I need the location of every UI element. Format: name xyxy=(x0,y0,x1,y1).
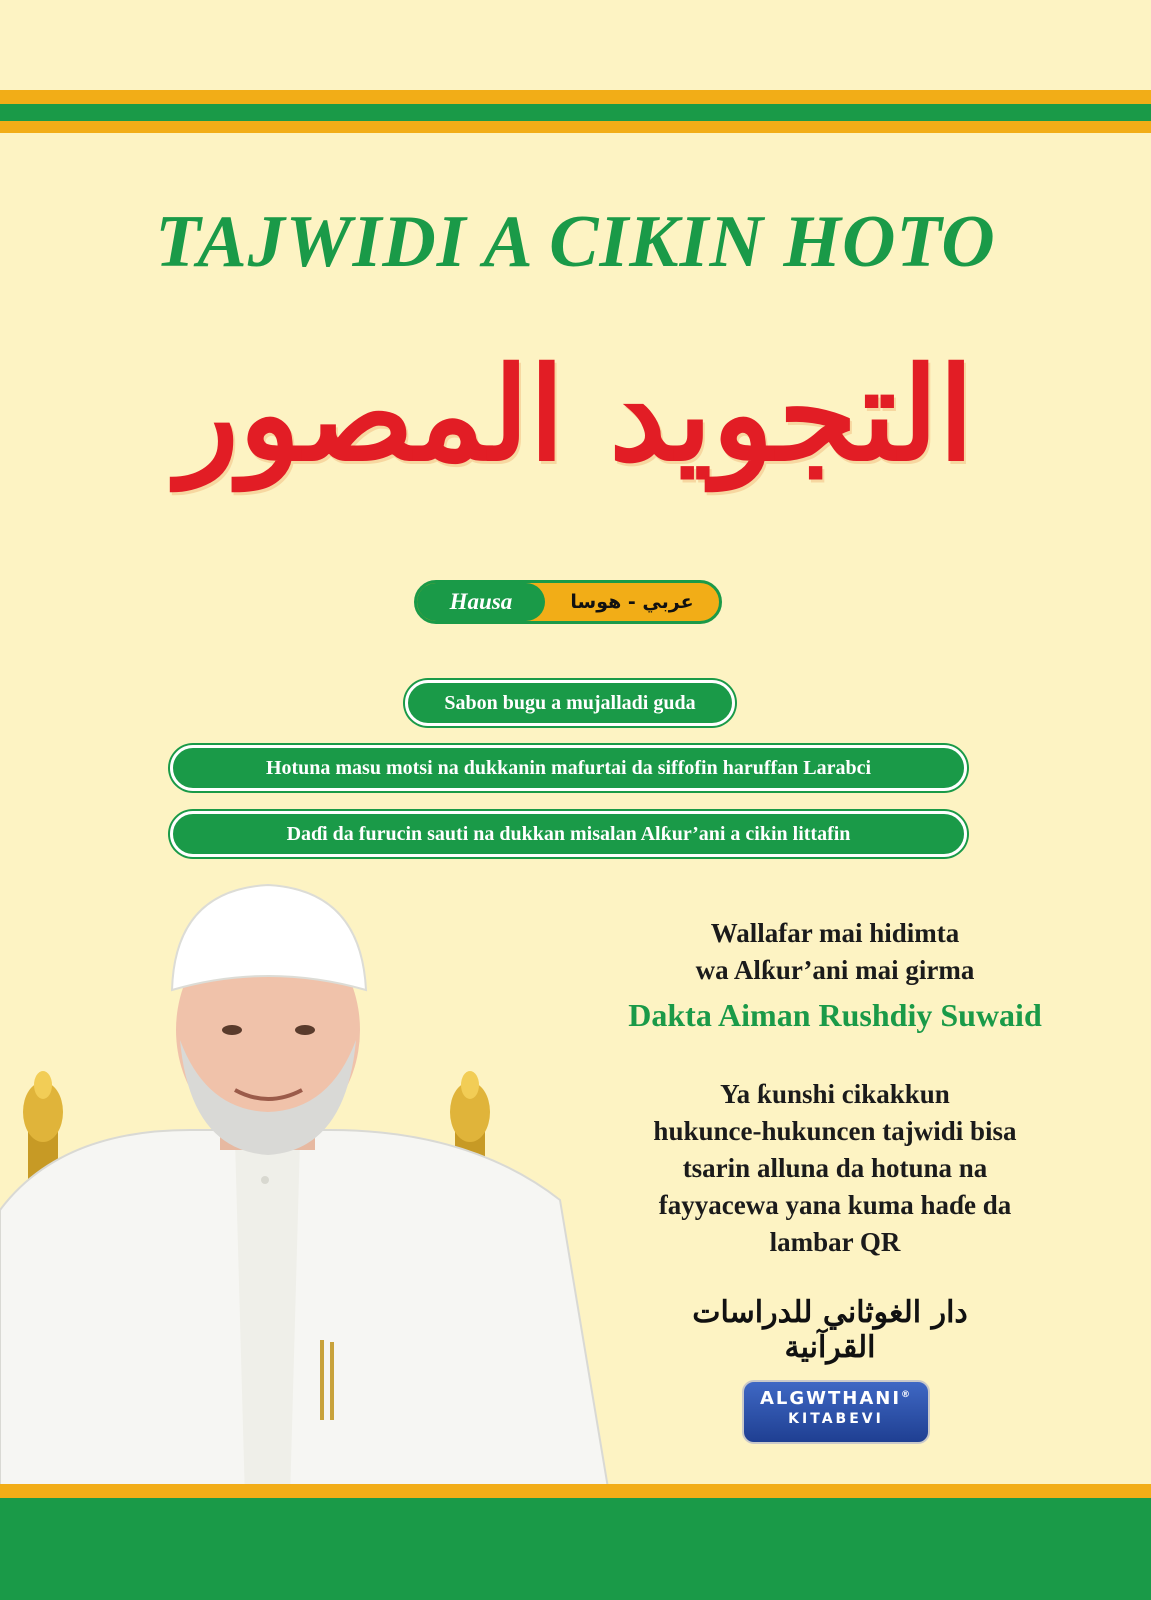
publisher-arabic-name: دار الغوثاني للدراسات القرآنية xyxy=(692,1295,968,1365)
description-line-2: hukunce-hukuncen tajwidi bisa xyxy=(653,1116,1017,1146)
language-arabic: عربي - هوسا xyxy=(570,591,694,613)
author-portrait xyxy=(0,880,640,1500)
top-stripe-green xyxy=(0,104,1151,121)
book-description xyxy=(580,1076,1090,1261)
book-title: TAJWIDI A CIKIN HOTO xyxy=(155,201,996,283)
author-name: Dakta Aiman Rushdiy Suwaid xyxy=(628,997,1042,1033)
publisher-logo xyxy=(742,1380,930,1444)
logo-line-2: KITABEVI xyxy=(788,1411,884,1427)
top-stripe-yellow-1 xyxy=(0,90,1151,104)
author-intro-line-2: wa Alƙur’ani mai girma xyxy=(695,955,975,985)
bottom-stripe-yellow xyxy=(0,1484,1151,1498)
feature-pill-2: Hotuna masu motsi na dukkanin mafurtai da siffofin haruffan Larabci xyxy=(170,745,967,791)
description-line-4: fayyacewa yana kuma haɗe da xyxy=(658,1190,1012,1220)
logo-line-1: ALGWTHANI® xyxy=(759,1388,913,1409)
feature-pill-1: Sabon bugu a mujalladi guda xyxy=(405,680,735,726)
arabic-title-calligraphy: التجويد المصور xyxy=(177,340,974,490)
author-intro-line-1: Wallafar mai hidimta xyxy=(710,918,960,948)
description-line-3: tsarin alluna da hotuna na xyxy=(682,1153,988,1183)
author-intro xyxy=(580,915,1090,989)
top-stripe-yellow-2 xyxy=(0,121,1151,133)
language-latin: Hausa xyxy=(417,583,545,621)
description-line-5: lambar QR xyxy=(769,1227,901,1257)
bottom-stripe-green xyxy=(0,1498,1151,1600)
description-line-1: Ya ƙunshi cikakkun xyxy=(720,1079,950,1109)
feature-pill-3: Daɗi da furucin sauti na dukkan misalan Alƙur’ani a cikin littafin xyxy=(170,811,967,857)
language-badge xyxy=(414,580,722,624)
